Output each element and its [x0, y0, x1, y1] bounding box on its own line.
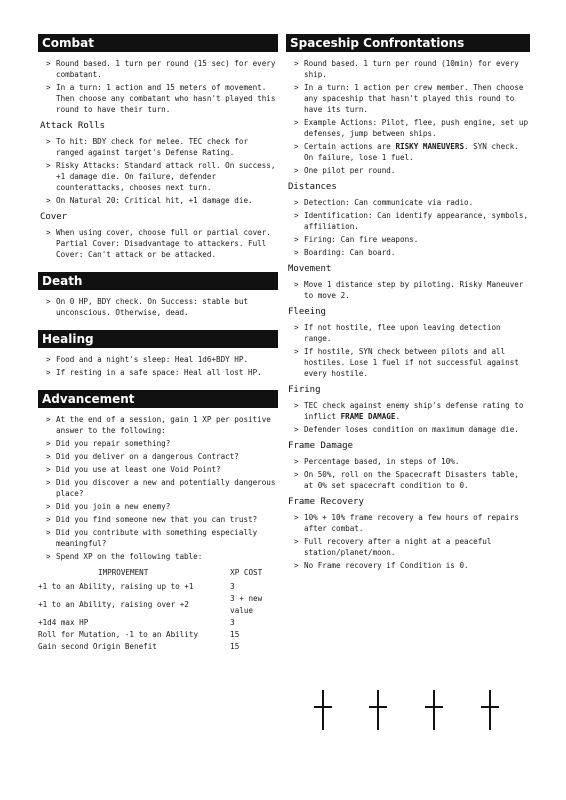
- subheading-fleeing: Fleeing: [288, 307, 326, 317]
- frame-damage-list: [286, 456, 530, 491]
- movement-list: [286, 279, 530, 301]
- table-header-xp-cost: XP COST: [230, 568, 263, 577]
- table-row: [38, 641, 278, 653]
- list-item: > One pilot per round.: [286, 165, 530, 176]
- frame-recovery-list: [286, 512, 530, 571]
- table-cell: +1d4 max HP: [38, 618, 89, 627]
- list-item: > Did you discover a new and potentially dangerous place?: [38, 477, 278, 499]
- list-item: > Did you deliver on a dangerous Contract?: [38, 451, 278, 462]
- list-item: > Did you contribute with something especially meaningful?: [38, 527, 278, 549]
- list-item: > Did you join a new enemy?: [38, 501, 278, 512]
- list-item: > In a turn: 1 action and 15 meters of movement. Then choose any combatant who hasn't played this round to have their turn.: [38, 82, 278, 115]
- list-item: > At the end of a session, gain 1 XP per positive answer to the following:: [38, 414, 278, 436]
- table-cell: +1 to an Ability, raising up to +1: [38, 582, 194, 591]
- table-cell: +1 to an Ability, raising over +2: [38, 600, 189, 609]
- cross-icon: [377, 690, 379, 730]
- table-row: [38, 617, 278, 629]
- list-item: > Did you use at least one Void Point?: [38, 464, 278, 475]
- section-header-combat: Combat: [38, 34, 278, 52]
- table-row: [38, 593, 278, 617]
- subheading-frame-damage: Frame Damage: [288, 441, 354, 451]
- table-cell: 3: [230, 582, 235, 591]
- list-item: > If resting in a safe space: Heal all lost HP.: [38, 367, 278, 378]
- list-item: > If not hostile, flee upon leaving detection range.: [286, 322, 530, 344]
- list-item: > On 50%, roll on the Spacecraft Disasters table, at 0% set spacecraft condition to 0.: [286, 469, 530, 491]
- subheading-distances: Distances: [288, 182, 337, 192]
- distances-list: [286, 197, 533, 258]
- table-cell: 3 + new value: [230, 594, 263, 615]
- list-item: > Round based. 1 turn per round (15 sec) for every combatant.: [38, 58, 278, 80]
- list-item: > Defender loses condition on maximum damage die.: [286, 424, 530, 435]
- list-item: > On Natural 20: Critical hit, +1 damage die.: [38, 195, 278, 206]
- list-item: > In a turn: 1 action per crew member. Then choose any spaceship that hasn't played this round to have its turn.: [286, 82, 530, 115]
- fleeing-list: [286, 322, 530, 379]
- table-cell: Gain second Origin Benefit: [38, 642, 157, 651]
- subheading-firing: Firing: [288, 385, 321, 395]
- firing-list: [286, 400, 530, 435]
- table-cell: 15: [230, 630, 240, 639]
- combat-list: [38, 58, 281, 115]
- spaceship-list: [286, 58, 533, 176]
- list-item: > Food and a night's sleep: Heal 1d6+BDY HP.: [38, 354, 278, 365]
- advancement-list: [38, 414, 281, 562]
- right-column: [286, 34, 533, 573]
- cover-list: [38, 227, 278, 260]
- cross-icon: [489, 690, 491, 730]
- table-header-improvement: IMPROVEMENT: [98, 568, 149, 577]
- list-item: > Spend XP on the following table:: [38, 551, 278, 562]
- subheading-frame-recovery: Frame Recovery: [288, 497, 364, 507]
- list-item: > Firing: Can fire weapons.: [286, 234, 530, 245]
- list-item: > TEC check against enemy ship's defense rating to inflict FRAME DAMAGE.: [286, 400, 530, 422]
- attack-rolls-list: [38, 136, 281, 206]
- list-item: > Detection: Can communicate via radio.: [286, 197, 530, 208]
- xp-cost-table: [38, 568, 278, 653]
- list-item: > When using cover, choose full or partial cover. Partial Cover: Disadvantage to attackers. Full Cover: Can't attack or be attacked.: [38, 227, 278, 260]
- cross-icon: [433, 690, 435, 730]
- list-item: > Identification: Can identify appearance, symbols, affiliation.: [286, 210, 530, 232]
- table-row: [38, 581, 278, 593]
- left-column: [38, 34, 281, 653]
- list-item: > On 0 HP, BDY check. On Success: stable but unconscious. Otherwise, dead.: [38, 296, 278, 318]
- list-item: > Risky Attacks: Standard attack roll. On success, +1 damage die. On failure, defender counterattacks, chooses next turn.: [38, 160, 278, 193]
- section-header-death: Death: [38, 272, 278, 290]
- table-cell: 3: [230, 618, 235, 627]
- list-item: > Did you find someone new that you can trust?: [38, 514, 278, 525]
- section-header-advancement: Advancement: [38, 390, 278, 408]
- death-list: [38, 296, 278, 318]
- list-item: > If hostile, SYN check between pilots and all hostiles. Lose 1 fuel if not successful against every hostile.: [286, 346, 530, 379]
- healing-list: [38, 354, 278, 378]
- section-header-healing: Healing: [38, 330, 278, 348]
- subheading-attack-rolls: Attack Rolls: [40, 121, 106, 131]
- cross-icon: [322, 690, 324, 730]
- list-item: > Percentage based, in steps of 10%.: [286, 456, 530, 467]
- list-item: > Full recovery after a night at a peaceful station/planet/moon.: [286, 536, 530, 558]
- list-item: > Did you repair something?: [38, 438, 278, 449]
- list-item: > 10% + 10% frame recovery a few hours of repairs after combat.: [286, 512, 530, 534]
- list-item: > Round based. 1 turn per round (10min) for every ship.: [286, 58, 530, 80]
- table-row: [38, 629, 278, 641]
- list-item: > To hit: BDY check for melee. TEC check for ranged against target's Defense Rating.: [38, 136, 278, 158]
- list-item: > Boarding: Can board.: [286, 247, 530, 258]
- table-cell: 15: [230, 642, 240, 651]
- subheading-movement: Movement: [288, 264, 332, 274]
- subheading-cover: Cover: [40, 212, 68, 222]
- table-cell: Roll for Mutation, -1 to an Ability: [38, 630, 199, 639]
- list-item: > Example Actions: Pilot, flee, push engine, set up defenses, jump between ships.: [286, 117, 530, 139]
- list-item: > Move 1 distance step by piloting. Risky Maneuver to move 2.: [286, 279, 530, 301]
- section-header-spaceship-confrontations: Spaceship Confrontations: [286, 34, 530, 52]
- list-item: > Certain actions are RISKY MANEUVERS. SYN check. On failure, lose 1 fuel.: [286, 141, 530, 163]
- list-item: > No Frame recovery if Condition is 0.: [286, 560, 530, 571]
